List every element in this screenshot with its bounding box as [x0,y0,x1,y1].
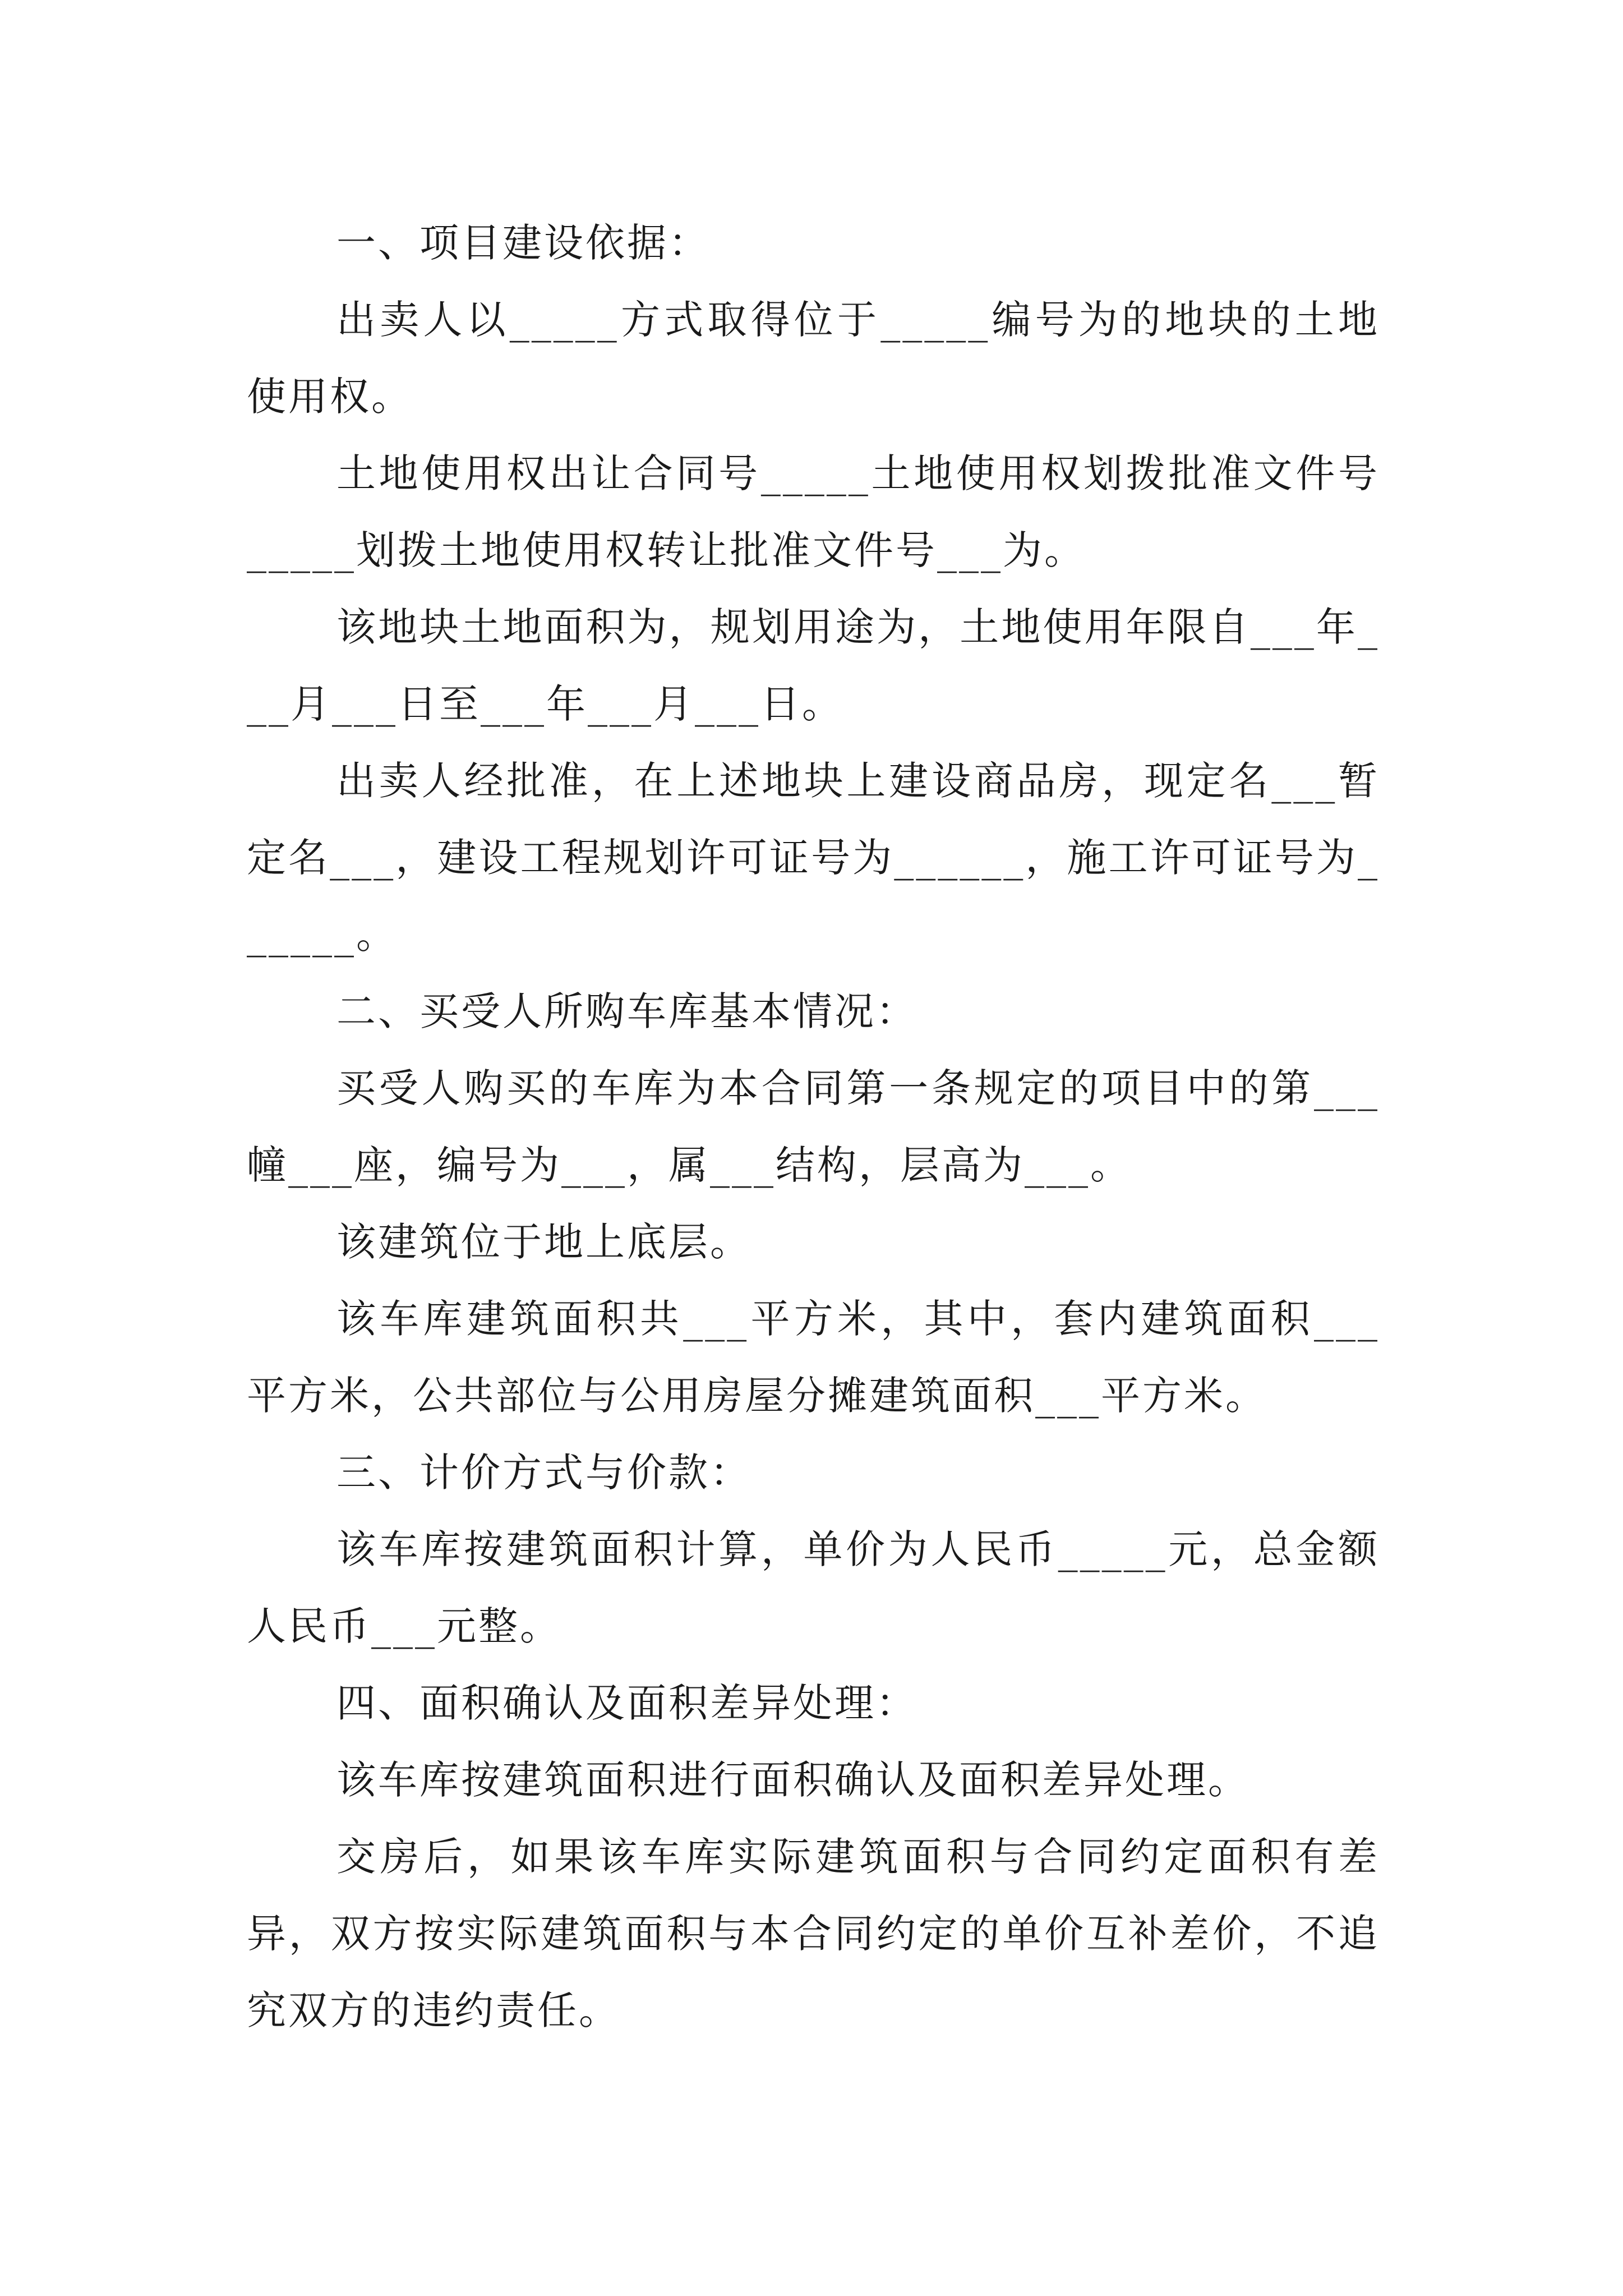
section-heading-pricing: 三、计价方式与价款： [336,1450,751,1496]
document-body [247,205,1380,2049]
section-heading-project-basis: 一、项目建设依据： [336,220,710,266]
paragraph-approval-permits: 出卖人经批准，在上述地块上建设商品房，现定名___暂定名___，建设工程规划许可证号为______，施工许可证号为______。 [247,758,1380,958]
paragraph-land-area-term: 该地块土地面积为，规划用途为，土地使用年限自___年___月___日至___年___月___日。 [247,604,1380,727]
paragraph-land-acquisition: 出卖人以_____方式取得位于_____编号为的地块的土地使用权。 [247,297,1380,420]
section-heading-garage-info: 二、买受人所购车库基本情况： [336,988,917,1034]
paragraph-land-contract-numbers: 土地使用权出让合同号_____土地使用权划拨批准文件号_____划拨土地使用权转让批准文件号___为。 [247,450,1380,573]
paragraph-area-difference: 交房后，如果该车库实际建筑面积与合同约定面积有差异，双方按实际建筑面积与本合同约定的单价互补差价，不追究双方的违约责任。 [247,1834,1380,2033]
section-heading-area-confirmation: 四、面积确认及面积差异处理： [336,1680,917,1726]
paragraph-garage-location: 买受人购买的车库为本合同第一条规定的项目中的第___幢___座，编号为___，属___结构，层高为___。 [247,1065,1380,1188]
paragraph-garage-area: 该车库建筑面积共___平方米，其中，套内建筑面积___平方米，公共部位与公用房屋分摊建筑面积___平方米。 [247,1296,1380,1419]
paragraph-building-floor: 该建筑位于地上底层。 [336,1219,751,1265]
paragraph-area-confirmation: 该车库按建筑面积进行面积确认及面积差异处理。 [336,1757,1249,1803]
paragraph-price: 该车库按建筑面积计算，单价为人民币_____元，总金额人民币___元整。 [247,1526,1380,1649]
